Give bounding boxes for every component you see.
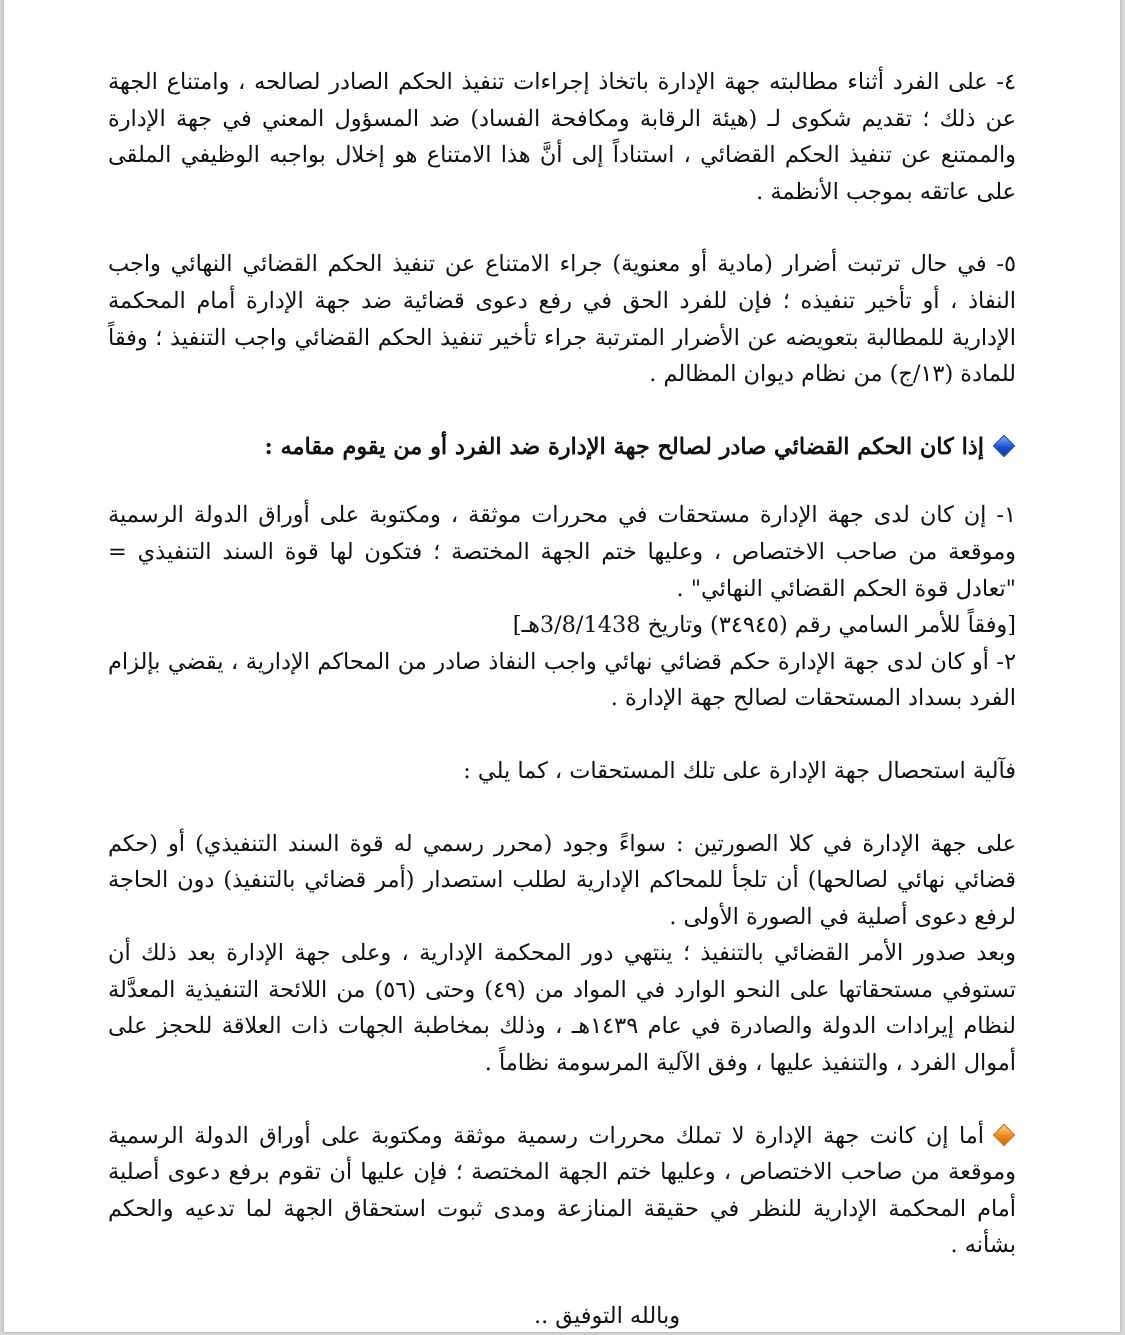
both-cases-paragraph: على جهة الإدارة في كلا الصورتين : سواءً وجود (محرر رسمي له قوة السند التنفيذي) أو (حكم قضائي نهائي لصالحها) أن تلجأ للمحاكم الإدارية لطلب استصدار (أمر قضائي بالتنفيذ) دون الحاجة لرفع دعوى أصلية في الصورة الأولى . — [108, 830, 1016, 930]
otherwise-paragraph — [108, 1118, 1016, 1264]
spacer — [108, 465, 1016, 497]
paragraph-item-4: ٤- على الفرد أثناء مطالبته جهة الإدارة باتخاذ إجراءات تنفيذ الحكم الصادر لصالحه ، وامتناع الجهة عن ذلك ؛ تقديم شكوى لـ (هيئة الرقابة ومكافحة الفساد) ضد المسؤول المعني في جهة الإدارة والممتنع عن تنفيذ الحكم القضائي ، استناداً إلى أنَّ هذا الامتناع هو إخلال بواجبه الوظيفي الملقى على عاتقه بموجب الأنظمة . — [108, 69, 1016, 205]
spacer — [108, 1082, 1016, 1118]
after-order-paragraph: وبعد صدور الأمر القضائي بالتنفيذ ؛ ينتهي دور المحكمة الإدارية ، وعلى جهة الإدارة بعد ذلك أن تستوفي مستحقاتها على النحو الوارد في المواد من (٤٩) وحتى (٥٦) من اللائحة التنفيذية المعدَّلة لنظام إيرادات الدولة والصادرة في عام ١٤٣٩هـ ، وذلك بمخاطبة الجهات ذات العلاقة للحجز على أموال الفرد ، والتنفيذ عليها ، وفق الآلية المرسومة نظاماً . — [108, 940, 1017, 1077]
royal-order-reference: [وفقاً للأمر السامي رقم (٣٤٩٤٥) وتاريخ 3/8/1438هـ] — [512, 612, 1016, 639]
document-body — [108, 64, 1016, 1335]
blue-diamond-bullet-icon — [993, 434, 1016, 457]
spacer — [108, 717, 1016, 753]
otherwise-paragraph-text: أما إن كانت جهة الإدارة لا تملك محررات رسمية موثقة ومكتوبة على أوراق الدولة الرسمية وموقعة من صاحب الاختصاص ، وعليها ختم الجهة المختصة ؛ فإن عليها أن تقوم برفع دعوى أصلية أمام المحكمة الإدارية للنظر في حقيقة المنازعة ومدى ثبوت استحقاق الجهة لما تدعيه والحكم بشأنه . — [108, 1122, 1016, 1259]
paragraph-item-5: ٥- في حال ترتبت أضرار (مادية أو معنوية) جراء الامتناع عن تنفيذ الحكم القضائي النهائي واجب النفاذ ، أو تأخير تنفيذه ؛ فإن للفرد الحق في رفع دعوى قضائية ضد جهة الإدارة أمام المحكمة الإدارية للمطالبة بتعويضه عن الأضرار المترتبة جراء تأخير تنفيذ الحكم القضائي واجب التنفيذ ؛ وفقاً للمادة (١٣/ج) من نظام ديوان المظالم . — [108, 251, 1016, 388]
spacer — [108, 210, 1016, 246]
paragraph-item-1: ١- إن كان لدى جهة الإدارة مستحقات في محررات موثقة ، ومكتوبة على أوراق الدولة الرسمية وموقعة من صاحب الاختصاص ، وعليها ختم الجهة المختصة ؛ فتكون لها قوة السند التنفيذي = "تعادل قوة الحكم القضائي النهائي" . — [108, 502, 1016, 602]
document-page — [4, 0, 1120, 1332]
mechanism-intro: فآلية استحصال جهة الإدارة على تلك المستحقات ، كما يلي : — [463, 757, 1016, 784]
section-heading — [108, 429, 1016, 466]
closing-line: وبالله التوفيق .. — [533, 1303, 681, 1330]
section-heading-text: إذا كان الحكم القضائي صادر لصالح جهة الإدارة ضد الفرد أو من يقوم مقامه : — [264, 433, 984, 460]
spacer — [108, 393, 1016, 429]
paragraph-item-2: ٢- أو كان لدى جهة الإدارة حكم قضائي نهائي واجب النفاذ صادر من المحاكم الإدارية ، يقضي بإلزام الفرد بسداد المستحقات لصالح جهة الإدارة . — [108, 648, 1016, 712]
spacer — [108, 790, 1016, 826]
orange-diamond-bullet-icon — [993, 1123, 1016, 1146]
